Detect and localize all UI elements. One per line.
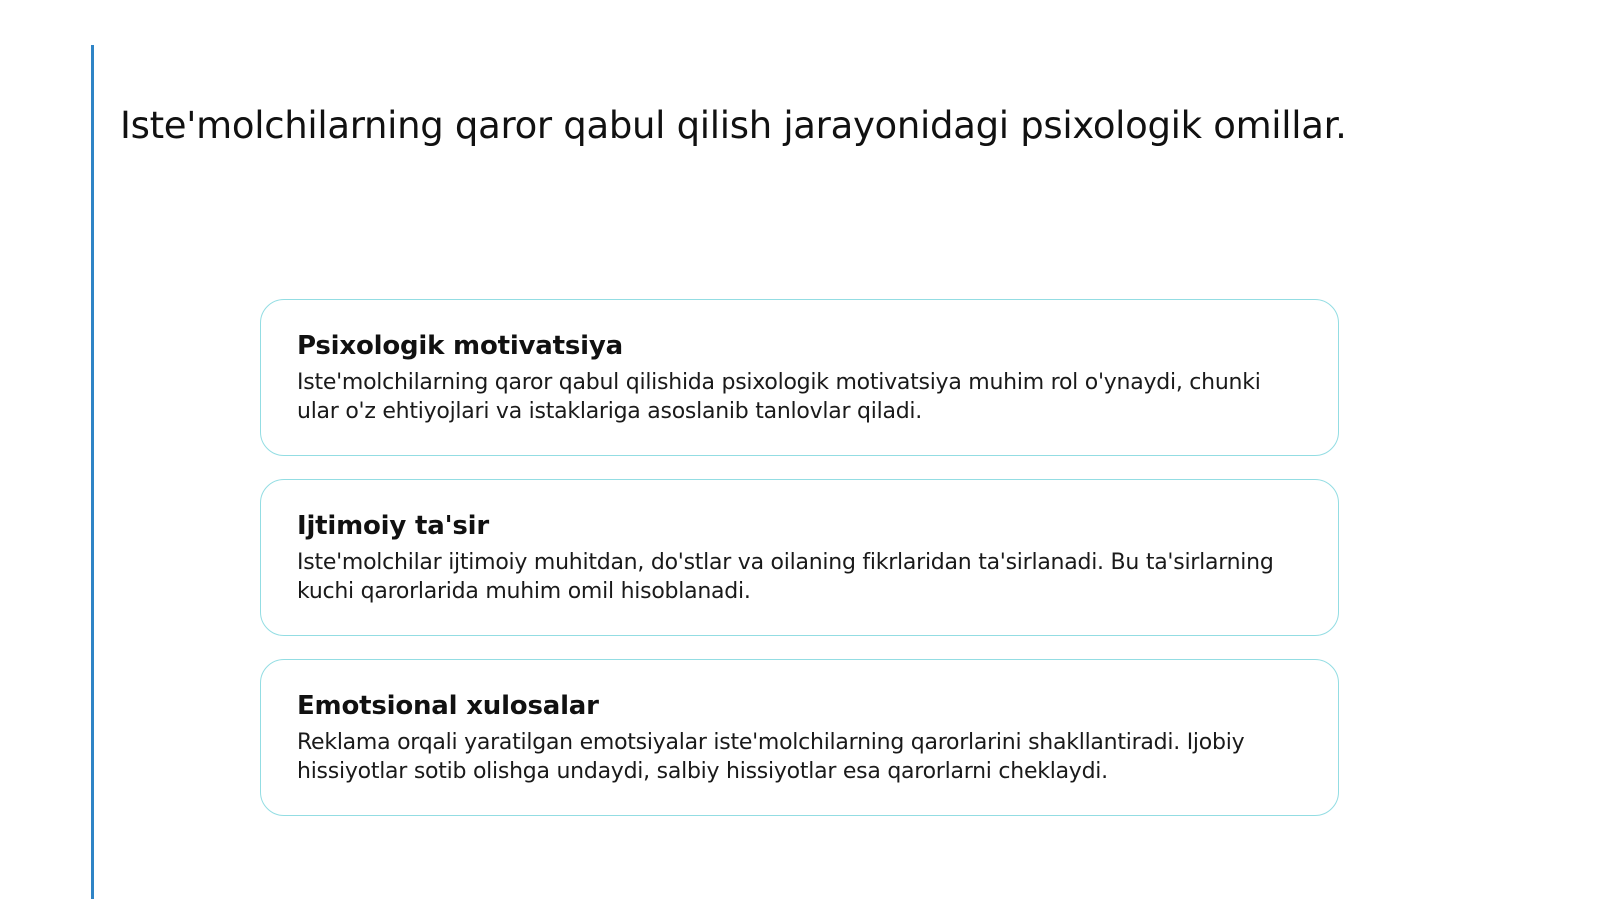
card-emotional-conclusions [260,659,1339,816]
slide-title: Iste'molchilarning qaror qabul qilish jarayonidagi psixologik omillar. [120,104,1347,147]
card-heading: Emotsional xulosalar [297,691,599,721]
left-accent-rule [91,45,94,899]
card-text: Reklama orqali yaratilgan emotsiyalar iste'molchilarning qarorlarini shakllantiradi. Ijobiy hissiyotlar sotib olishga undaydi, salbiy hissiyotlar esa qarorlarni cheklaydi. [297,730,1245,785]
card-psychological-motivation [260,299,1339,456]
cards-list [260,299,1339,839]
card-heading: Psixologik motivatsiya [297,331,623,361]
card-text: Iste'molchilar ijtimoiy muhitdan, do'stlar va oilaning fikrlaridan ta'sirlanadi. Bu ta'sirlarning kuchi qarorlarida muhim omil hisoblanadi. [297,550,1274,605]
card-text: Iste'molchilarning qaror qabul qilishida psixologik motivatsiya muhim rol o'ynaydi, chunki ular o'z ehtiyojlari va istaklariga asoslanib tanlovlar qiladi. [297,370,1261,425]
card-heading: Ijtimoiy ta'sir [297,511,489,541]
card-social-influence [260,479,1339,636]
